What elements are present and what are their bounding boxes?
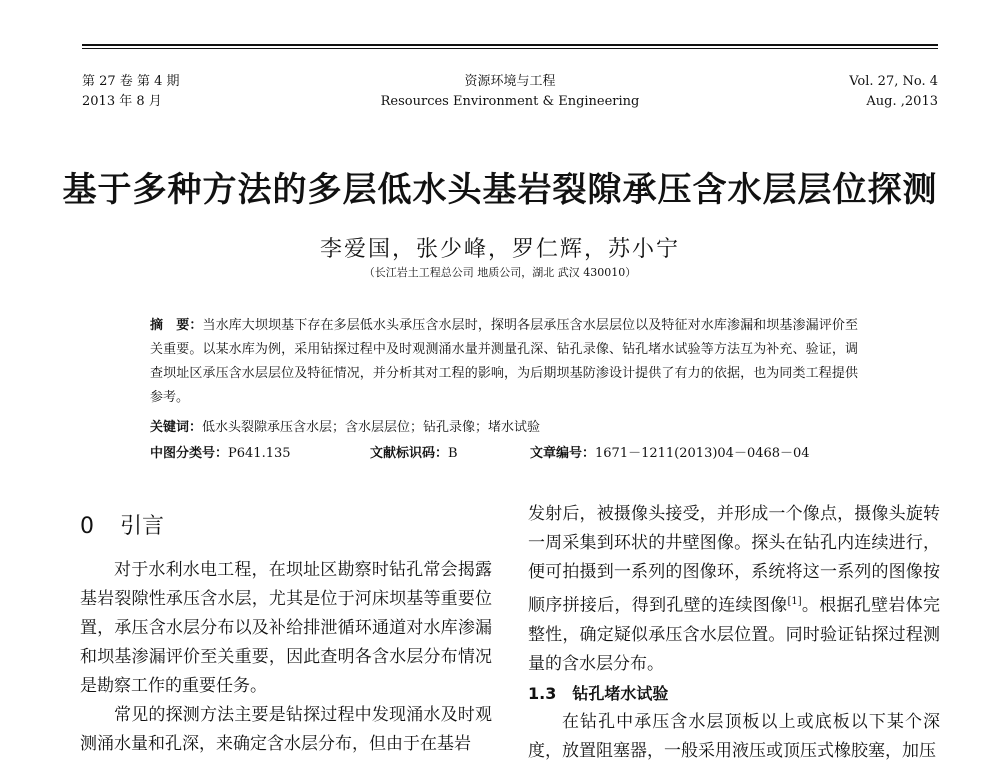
clc-value: P641.135 (228, 446, 291, 461)
header-journal-cn: 资源环境与工程 (464, 74, 556, 89)
subsection-number: 1.3 (528, 683, 557, 703)
abstract-label: 摘 要： (150, 318, 203, 333)
keywords (150, 416, 858, 435)
subsection-title: 钻孔堵水试验 (572, 683, 669, 703)
header-journal-name (82, 72, 938, 112)
section-heading-introduction (80, 512, 492, 542)
header-rule-thick (82, 44, 938, 46)
video-paragraph-text-a: 发射后，被摄像头接受，并形成一个像点，摄像头旋转一周采集到环状的井壁图像。探头在钻孔内连续进行，便可拍摄到一系列的图像环，系统将这一系列的图像按顺序拼接后，得到孔壁的连续图像 (528, 504, 940, 616)
header-date-en: Aug. ,2013 (866, 94, 938, 109)
doc-label: 文献标识码： (370, 446, 449, 461)
section-title: 引言 (120, 514, 165, 539)
clc-label: 中图分类号： (150, 446, 229, 461)
header-vol-no: Vol. 27, No. 4 (849, 74, 938, 89)
intro-paragraph-1: 对于水利水电工程，在坝址区勘察时钻孔常会揭露基岩裂隙性承压含水层，尤其是位于河床坝基等重要位置，承压含水层分布以及补给排泄循环通道对水库渗漏和坝基渗漏评价至关重要，因此查明各含水层分布情况是勘察工作的重要任务。 (80, 560, 492, 696)
art-label: 文章编号： (530, 446, 596, 461)
paper-affiliation: （长江岩土工程总公司 地质公司，湖北 武汉 430010） (363, 266, 637, 279)
clc-code (150, 442, 291, 461)
abstract-text: 当水库大坝坝基下存在多层低水头承压含水层时，探明各层承压含水层层位以及特征对水库渗漏和坝基渗漏评价至关重要。以某水库为例，采用钻探过程中及时观测涌水量并测量孔深、钻孔录像、钻孔堵水试验等方法互为补充、验证，调查坝址区承压含水层层位及特征情况，并分析其对工程的影响，为后期坝基防渗设计提供了有力的依据，也为同类工程提供参考。 (150, 318, 858, 405)
paper-title: 基于多种方法的多层低水头基岩裂隙承压含水层层位探测 (62, 170, 938, 210)
journal-header (82, 72, 938, 116)
keywords-label: 关键词： (150, 420, 203, 435)
paper-authors: 李爱国，张少峰，罗仁辉，苏小宁 (319, 237, 680, 262)
abstract (150, 314, 858, 410)
header-date-cn: 2013 年 8 月 (82, 94, 162, 109)
header-volume-cn: 第 27 卷 第 4 期 (82, 74, 180, 89)
header-journal-en: Resources Environment & Engineering (380, 94, 640, 109)
subsection-heading-plugging-test (528, 679, 940, 708)
left-column (80, 500, 492, 759)
citation-ref: [1] (787, 596, 802, 607)
plugging-paragraph: 在钻孔中承压含水层顶板以上或底板以下某个深度，放置阻塞器，一般采用液压或顶压式橡胶塞，加压 (528, 711, 940, 761)
doc-value: B (448, 446, 458, 461)
video-paragraph (528, 500, 940, 679)
keywords-text: 低水头裂隙承压含水层；含水层层位；钻孔录像；堵水试验 (202, 420, 541, 435)
header-volume-en (849, 72, 938, 112)
doc-code (370, 442, 458, 461)
intro-paragraph-2: 常见的探测方法主要是钻探过程中发现涌水及时观测涌水量和孔深，来确定含水层分布，但由于在基岩 (80, 705, 492, 754)
article-number (530, 442, 810, 461)
video-paragraph-text-b: 。根据孔壁岩体完整性，确定疑似承压含水层位置。同时验证钻探过程测量的含水层分布。 (528, 595, 940, 674)
header-rule-thin (82, 48, 938, 49)
art-value: 1671－1211(2013)04－0468－04 (595, 446, 810, 461)
section-number: 0 (80, 514, 94, 539)
right-column (528, 500, 940, 766)
